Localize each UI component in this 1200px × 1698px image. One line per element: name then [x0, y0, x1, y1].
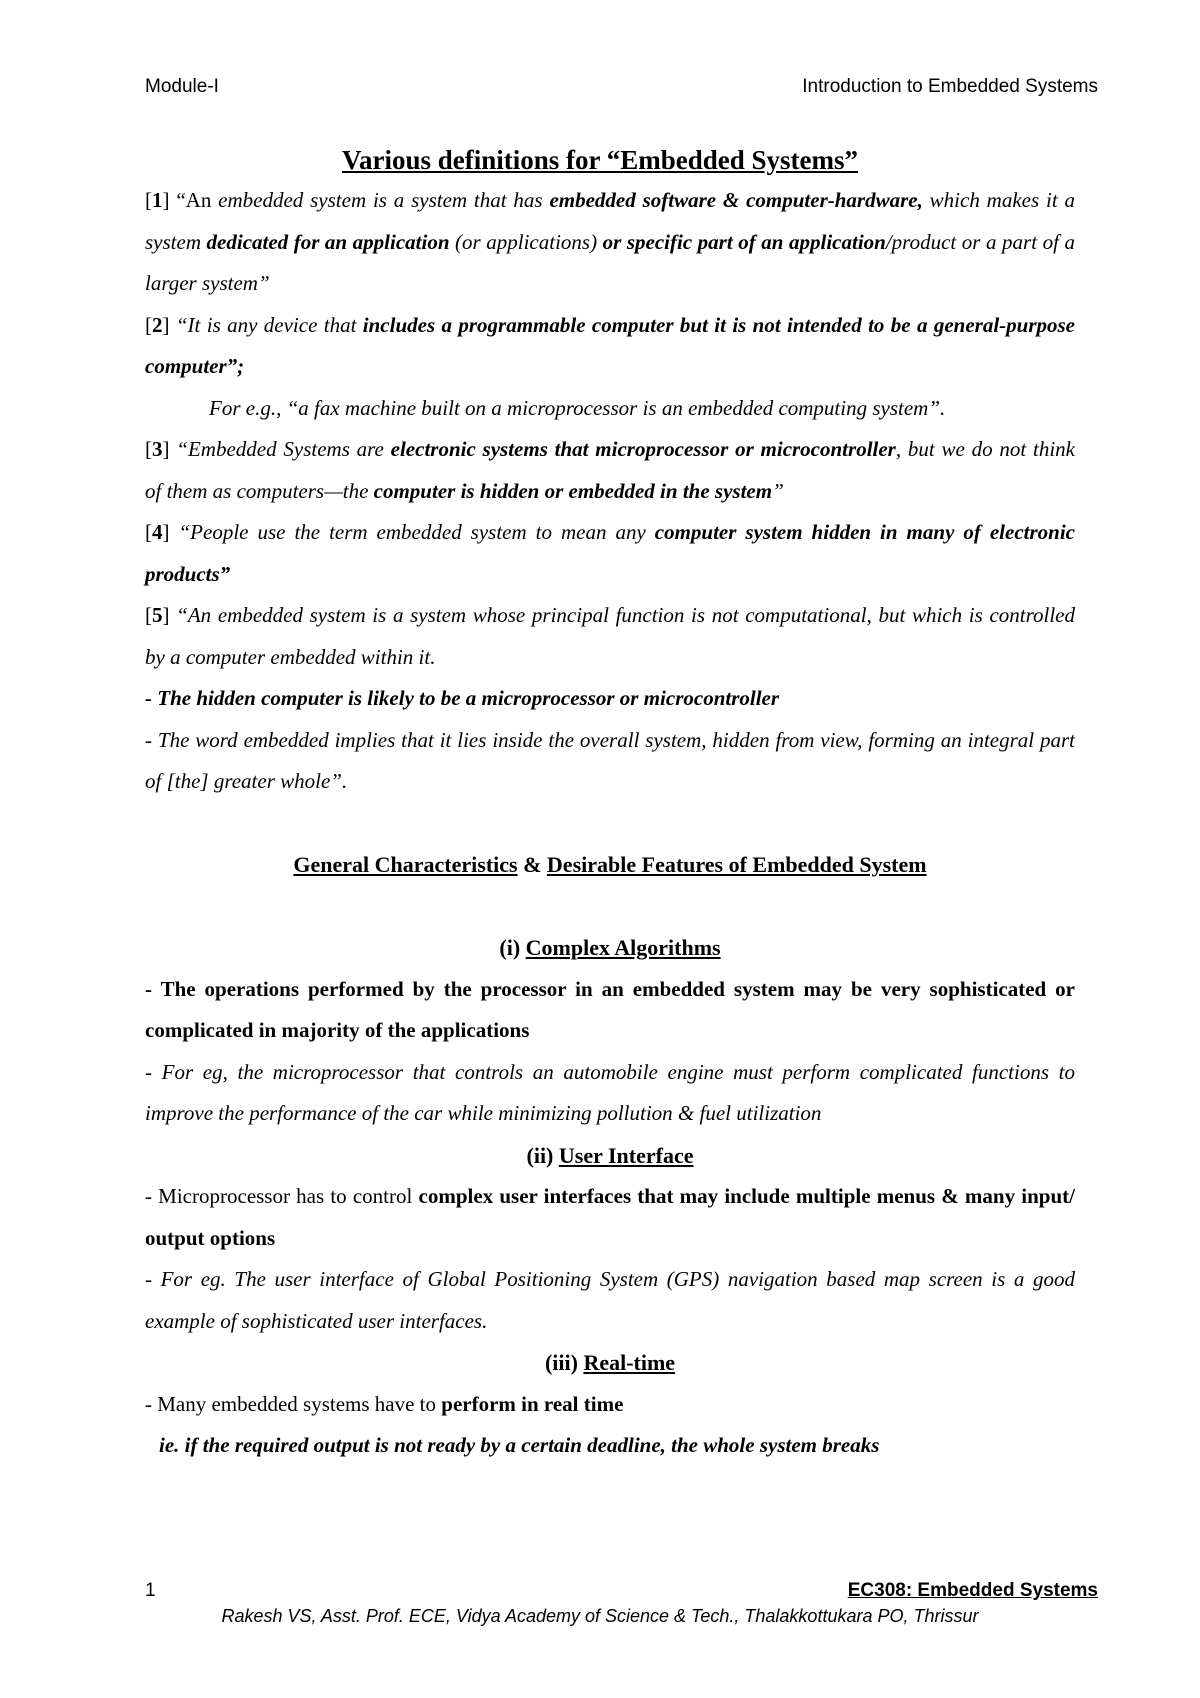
- definition-3: [3] “Embedded Systems are electronic systems that microprocessor or microcontroller, but we do not think of them as computers—the computer is hidden or embedded in the system”: [145, 437, 1075, 503]
- definition-5-bullet-1: - The hidden computer is likely to be a microprocessor or microcontroller: [145, 686, 780, 710]
- feature-2-example: - For eg. The user interface of Global Positioning System (GPS) navigation based map screen is a good example of sophisticated user interfaces.: [145, 1267, 1075, 1333]
- def-num: 3: [152, 437, 163, 461]
- feature-1-example: - For eg, the microprocessor that controls an automobile engine must perform complicated functions to improve the performance of the car while minimizing pollution & fuel utilization: [145, 1059, 1075, 1125]
- feature-heading-complex-algorithms: (i) Complex Algorithms: [499, 935, 721, 960]
- definition-5: [5] “An embedded system is a system whose principal function is not computational, but which is controlled by a computer embedded within it.: [145, 603, 1075, 669]
- definition-4: [4] “People use the term embedded system to mean any computer system hidden in many of electronic products”: [145, 520, 1075, 586]
- definition-1: [1] “An embedded system is a system that has embedded software & computer-hardware, which makes it a system dedicated for an application (or applications) or specific part of an application/product or a part of a larger system”: [145, 188, 1075, 295]
- footer-course: EC308: Embedded Systems: [847, 1580, 1098, 1601]
- page-content: [145, 180, 1075, 1467]
- def-num: 1: [152, 188, 163, 212]
- feature-3-text: - Many embedded systems have to perform in real time: [145, 1391, 624, 1416]
- def-num: 5: [152, 603, 163, 627]
- definition-5-bullet-2: - The word embedded implies that it lies inside the overall system, hidden from view, forming an integral part of [the] greater whole”.: [145, 727, 1075, 793]
- feature-1-text: - The operations performed by the processor in an embedded system may be very sophisticated or complicated in majority of the applications: [145, 976, 1075, 1042]
- page-title: Various definitions for “Embedded Systems”: [341, 145, 859, 175]
- header-course-title: Introduction to Embedded Systems: [802, 76, 1098, 97]
- feature-heading-user-interface: (ii) User Interface: [526, 1142, 694, 1168]
- definition-2: [2] “It is any device that includes a programmable computer but it is not intended to be a general-purpose computer”;: [145, 312, 1075, 378]
- definition-2-example: For e.g., “a fax machine built on a microprocessor is an embedded computing system”.: [209, 395, 946, 420]
- feature-heading-real-time: (iii) Real-time: [544, 1350, 676, 1375]
- section-heading: General Characteristics & Desirable Features of Embedded System: [293, 852, 927, 877]
- header-module: Module-I: [145, 76, 219, 97]
- footer-author: Rakesh VS, Asst. Prof. ECE, Vidya Academy of Science & Tech., Thalakkottukara PO, Thrissur: [221, 1606, 979, 1626]
- feature-3-detail: ie. if the required output is not ready by a certain deadline, the whole system breaks: [159, 1433, 880, 1457]
- def-num: 2: [152, 312, 163, 337]
- def-num: 4: [152, 520, 163, 544]
- page-number: 1: [145, 1580, 156, 1601]
- feature-2-text: - Microprocessor has to control complex user interfaces that may include multiple menus & many input/ output options: [145, 1184, 1075, 1250]
